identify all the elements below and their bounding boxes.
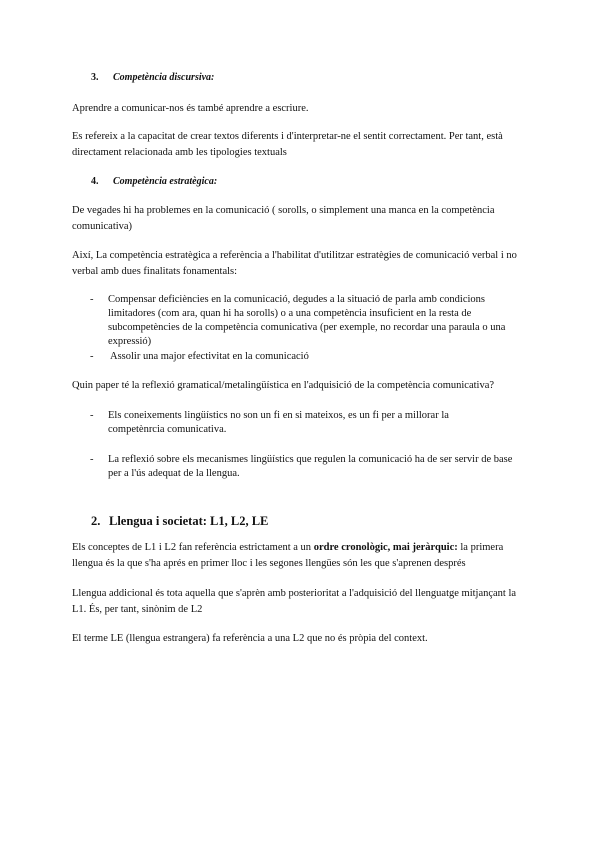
section-2-heading: [91, 513, 268, 529]
section-3-title: Competència discursiva:: [113, 72, 215, 83]
paragraph-text: la primera llengua és la que s'ha aprés en primer lloc i les segones llengües són les que s'aprenen després: [72, 542, 504, 569]
section-4-paragraph-2: Així, La competència estratègica a referència a l'habilitat d'utilitzar estratègies de comunicació verbal i no verbal amb dues finalitats fonamentals:: [72, 250, 517, 277]
list-item-text: La reflexió sobre els mecanismes lingüístics que regulen la comunicació ha de ser servir de base per a l'ús adequat de la llengua.: [108, 454, 513, 479]
list-item-text: Els coneixements lingüístics no son un fi en si mateixos, es un fi per a millorar la competènrcia comunicativa.: [108, 410, 449, 435]
list-item: [90, 409, 500, 437]
section-3-paragraph-2: Es refereix a la capacitat de crear textos diferents i d'interpretar-ne el sentit correctament. Per tant, està directament relacionada amb les tipologies textuals: [72, 131, 503, 158]
section-3-paragraph-1: Aprendre a comunicar-nos és també aprendre a escriure.: [72, 103, 309, 114]
section-3-number: 3.: [91, 72, 99, 83]
section-3-heading: [91, 71, 214, 85]
bullet-dash: -: [90, 294, 94, 305]
bullet-dash: -: [90, 454, 94, 465]
section-2-title: Llengua i societat: L1, L2, LE: [109, 514, 269, 528]
question-paragraph: Quin paper té la reflexió gramatical/metalingüística en l'adquisició de la competència comunicativa?: [72, 380, 495, 391]
section-4-number: 4.: [91, 176, 99, 187]
bold-emphasis: ordre cronològic, mai jeràrquic:: [313, 542, 458, 553]
bullet-dash: -: [90, 351, 94, 362]
list-item: [90, 350, 530, 364]
section-4-heading: [91, 175, 217, 189]
section-2-number: 2.: [91, 514, 101, 528]
section-4-paragraph-1: De vegades hi ha problemes en la comunicació ( sorolls, o simplement una manca en la competència comunicativa): [72, 205, 495, 232]
section-2-paragraph-2: Llengua addicional és tota aquella que s'aprèn amb posterioritat a l'adquisició del llenguatge mitjançant la L1. És, per tant, sinònim de L2: [72, 588, 517, 615]
section-4-title: Competència estratègica:: [113, 176, 218, 187]
list-item-text: Assolir una major efectivitat en la comunicació: [110, 351, 309, 362]
list-item-text: Compensar deficiències en la comunicació, degudes a la situació de parla amb condicions limitadores (com ara, quan hi ha sorolls) o a una competència insuficient en la resta de subcompetències de la competència comunicativa (per exemple, no recordar una paraula o una expressió): [108, 294, 506, 347]
section-2-paragraph-3: El terme LE (llengua estrangera) fa referència a una L2 que no és pròpia del context.: [72, 633, 428, 644]
paragraph-text: Els conceptes de L1 i L2 fan referència estrictament a un: [72, 542, 314, 553]
bullet-dash: -: [90, 410, 94, 421]
section-2-paragraph-1: [72, 540, 532, 572]
list-item: [90, 453, 525, 481]
list-item: [90, 293, 520, 349]
